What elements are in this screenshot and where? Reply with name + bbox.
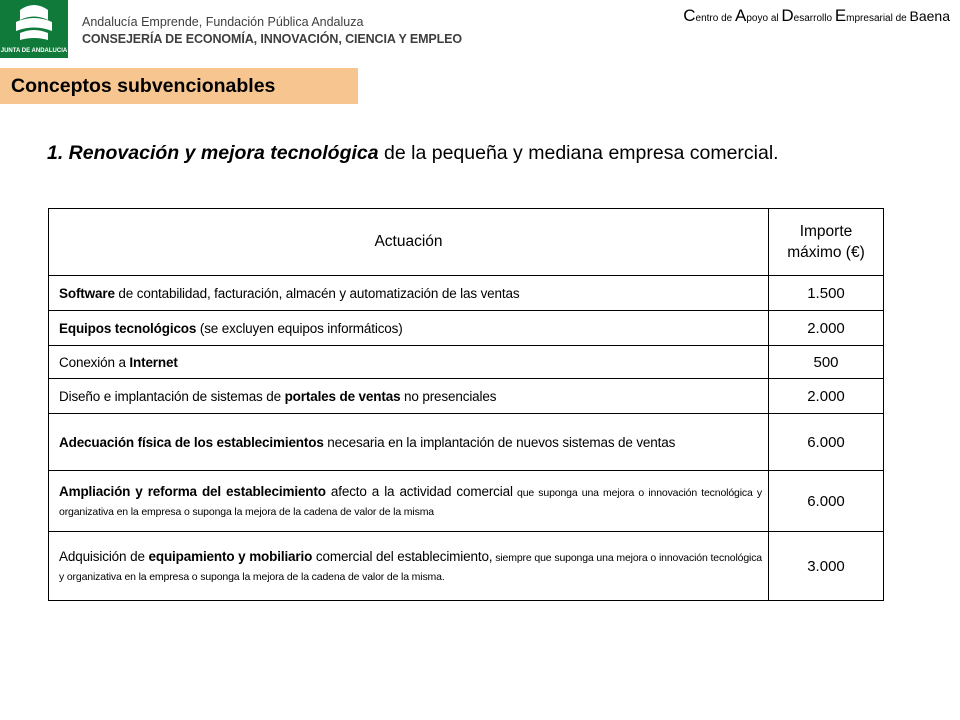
org-line-2: CONSEJERÍA DE ECONOMÍA, INNOVACIÓN, CIENCIA Y EMPLEO — [82, 32, 463, 46]
junta-logo — [0, 0, 68, 58]
header-importe-line-2: máximo (€) — [787, 244, 865, 261]
cade-word: entro de — [695, 13, 736, 24]
table-row — [49, 532, 884, 601]
heading-rest: de la pequeña y mediana empresa comercial. — [378, 142, 779, 164]
table-header-row — [49, 209, 884, 276]
actuacion-text: siempre que suponga una mejora o innovación tecnológica y organizativa en la empresa o suponga la mejora de la cadena de valor de la misma. — [59, 552, 762, 583]
cade-initial: D — [781, 6, 794, 25]
table-row — [49, 414, 884, 471]
importe-cell: 6.000 — [769, 414, 884, 471]
table-row — [49, 379, 884, 414]
actuacion-bold-text: Internet — [129, 354, 178, 370]
header-importe-line-1: Importe — [799, 223, 853, 240]
actuacion-cell — [49, 532, 769, 601]
cade-town: Baena — [909, 8, 950, 24]
actuacion-bold-text: Adecuación física de los establecimientos — [59, 434, 324, 450]
actuacion-bold-text: Software — [59, 285, 115, 301]
header-actuacion: Actuación — [49, 209, 769, 276]
org-line-1: Andalucía Emprende, Fundación Pública Andaluza — [82, 15, 364, 29]
actuacion-text: Diseño e implantación de sistemas de — [59, 388, 285, 404]
actuacion-cell — [49, 379, 769, 414]
actuacion-text: Conexión a — [59, 354, 130, 370]
table-row — [49, 311, 884, 346]
actuacion-cell — [49, 346, 769, 379]
actuacion-cell — [49, 311, 769, 346]
actuacion-cell — [49, 471, 769, 532]
cade-word: mpresarial de — [846, 13, 910, 24]
cade-initial: E — [834, 6, 847, 25]
page-heading — [47, 142, 779, 165]
table-row — [49, 471, 884, 532]
section-title: Conceptos subvencionables — [0, 68, 358, 104]
actuacion-text: Adquisición de — [59, 549, 149, 564]
actuacion-bold-text: equipamiento y mobiliario — [148, 549, 313, 564]
header-importe — [769, 209, 884, 276]
importe-cell: 3.000 — [769, 532, 884, 601]
importe-cell: 2.000 — [769, 379, 884, 414]
actuacion-text: no presenciales — [400, 388, 497, 404]
cade-word: esarrollo — [793, 13, 835, 24]
logo-caption: JUNTA DE ANDALUCIA — [0, 48, 68, 54]
actuacion-cell — [49, 414, 769, 471]
actuacion-bold-text: Equipos tecnológicos — [59, 320, 197, 336]
importe-cell: 1.500 — [769, 276, 884, 311]
subsidy-table — [48, 208, 884, 601]
table-row — [49, 276, 884, 311]
actuacion-bold-text: portales de ventas — [284, 388, 401, 404]
importe-cell: 500 — [769, 346, 884, 379]
actuacion-text: afecto a la actividad comercial — [325, 484, 513, 499]
cade-label — [683, 6, 950, 26]
importe-cell: 6.000 — [769, 471, 884, 532]
cade-initial: A — [735, 6, 747, 25]
organization-name — [82, 14, 462, 48]
actuacion-text: comercial del establecimiento, — [312, 549, 493, 564]
cade-initial: C — [683, 6, 696, 25]
actuacion-text: (se excluyen equipos informáticos) — [196, 320, 403, 336]
actuacion-cell — [49, 276, 769, 311]
actuacion-text: necesaria en la implantación de nuevos sistemas de ventas — [323, 434, 676, 450]
importe-cell: 2.000 — [769, 311, 884, 346]
cade-word: poyo al — [746, 13, 782, 24]
actuacion-text: que suponga una mejora o innovación tecnológica y organizativa en la empresa o suponga la mejora de la cadena de valor de la misma — [59, 487, 762, 518]
actuacion-text: de contabilidad, facturación, almacén y automatización de las ventas — [114, 285, 520, 301]
coat-of-arms-icon — [0, 0, 68, 58]
actuacion-bold-text: Ampliación y reforma del establecimiento — [59, 484, 326, 499]
table-row — [49, 346, 884, 379]
heading-emphasis: 1. Renovación y mejora tecnológica — [47, 142, 379, 164]
